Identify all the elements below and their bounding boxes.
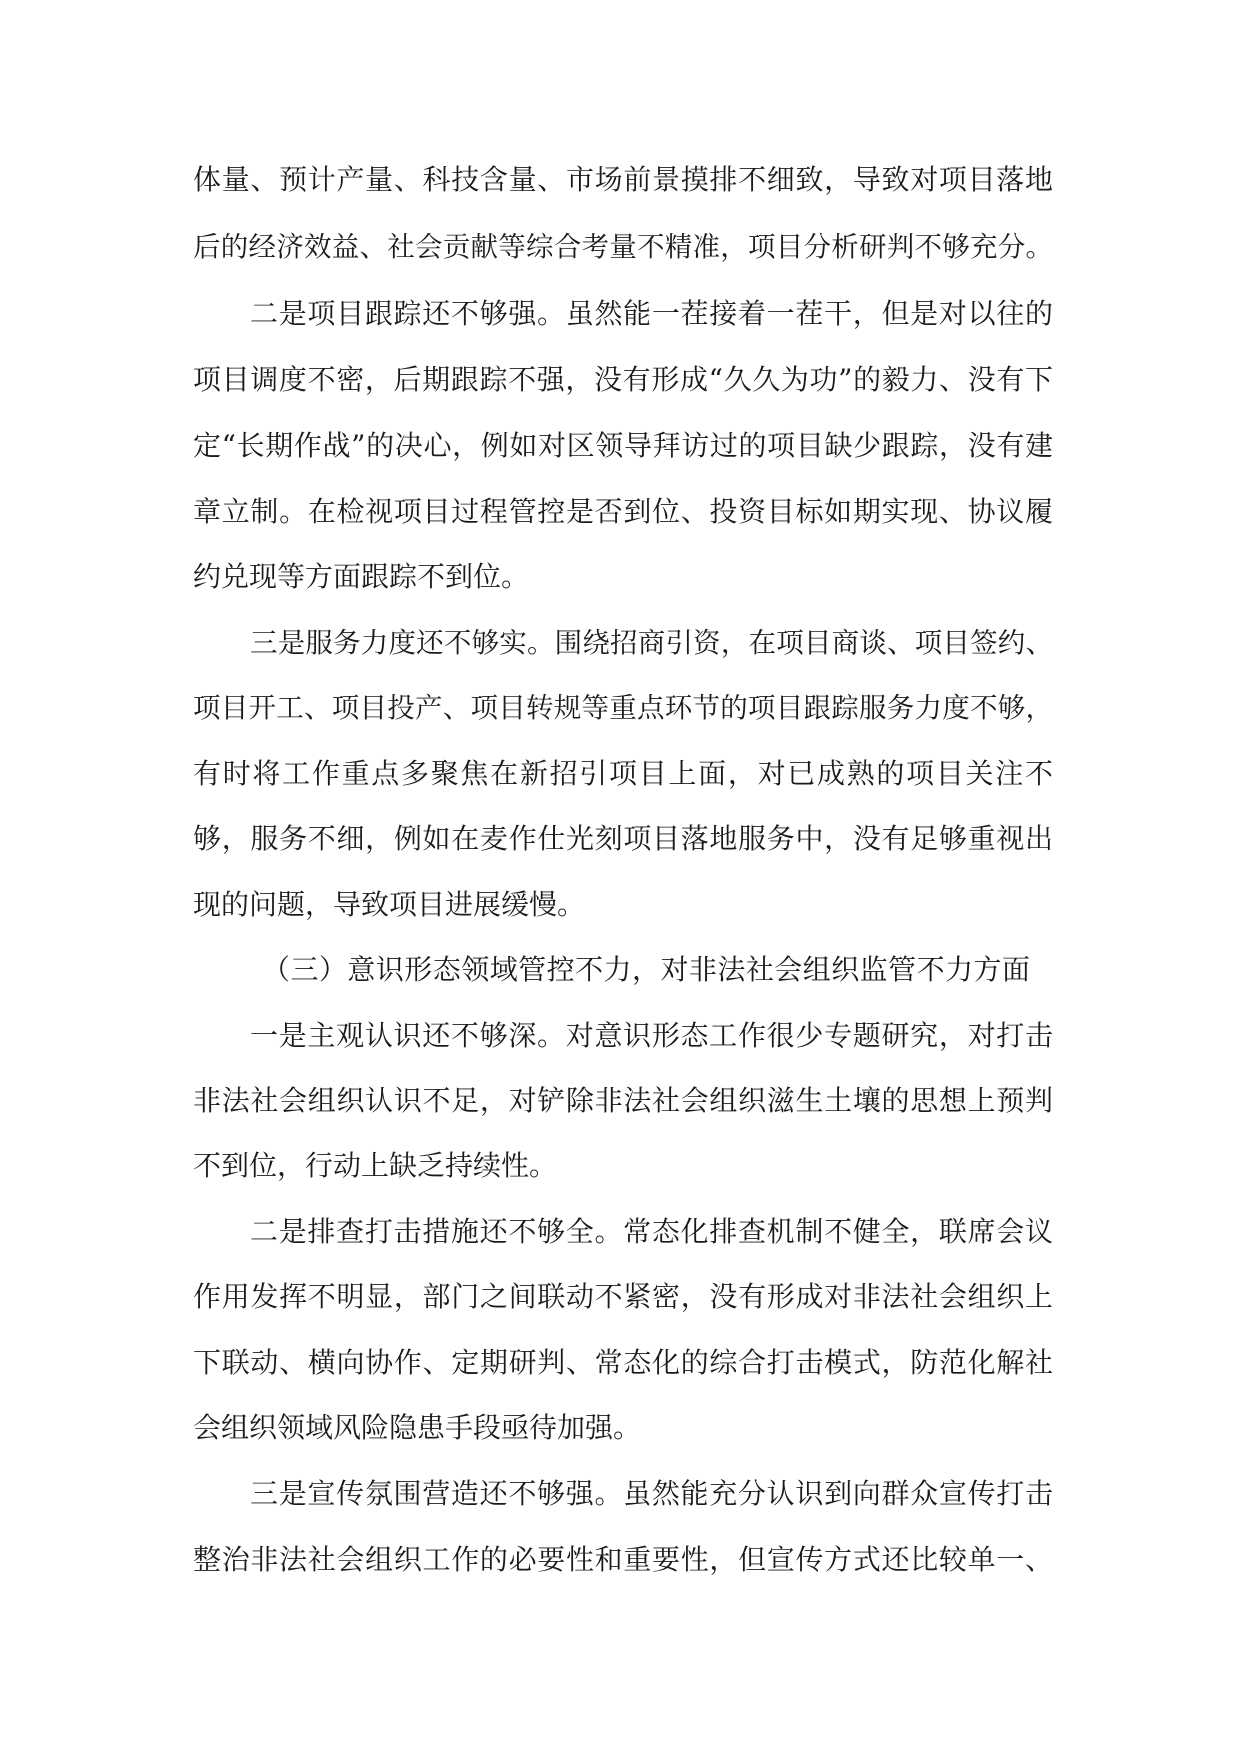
paragraph-line: 三是服务力度还不够实。围绕招商引资，在项目商谈、项目签约、 — [250, 627, 1053, 659]
paragraph-line: 够，服务不细，例如在麦作仕光刻项目落地服务中，没有足够重视出 — [193, 822, 1053, 855]
paragraph-line: 会组织领域风险隐患手段亟待加强。 — [193, 1411, 642, 1444]
paragraph-line: 作用发挥不明显，部门之间联动不紧密，没有形成对非法社会组织上 — [193, 1280, 1053, 1313]
paragraph-line: 整治非法社会组织工作的必要性和重要性，但宣传方式还比较单一、 — [193, 1543, 1053, 1576]
paragraph-line: 不到位，行动上缺乏持续性。 — [193, 1149, 558, 1182]
paragraph-line: 二是排查打击措施还不够全。常态化排查机制不健全，联席会议 — [250, 1215, 1053, 1248]
paragraph-line: 三是宣传氛围营造还不够强。虽然能充分认识到向群众宣传打击 — [250, 1477, 1053, 1510]
paragraph-line: 后的经济效益、社会贡献等综合考量不精准，项目分析研判不够充分。 — [193, 231, 1053, 263]
paragraph-line: 下联动、横向协作、定期研判、常态化的综合打击模式，防范化解社 — [193, 1346, 1053, 1379]
paragraph-line: 一是主观认识还不够深。对意识形态工作很少专题研究，对打击 — [250, 1019, 1053, 1052]
paragraph-line: 二是项目跟踪还不够强。虽然能一茬接着一茬干，但是对以往的 — [250, 297, 1053, 330]
paragraph-line: 定“长期作战”的决心，例如对区领导拜访过的项目缺少跟踪，没有建 — [193, 429, 1053, 462]
paragraph-line: 非法社会组织认识不足，对铲除非法社会组织滋生土壤的思想上预判 — [193, 1084, 1053, 1117]
paragraph-line: 体量、预计产量、科技含量、市场前景摸排不细致，导致对项目落地 — [193, 163, 1053, 196]
paragraph-line: 约兑现等方面跟踪不到位。 — [193, 560, 530, 593]
paragraph-line: 有时将工作重点多聚焦在新招引项目上面，对已成熟的项目关注不 — [193, 757, 1053, 790]
paragraph-line: 项目开工、项目投产、项目转规等重点环节的项目跟踪服务力度不够， — [193, 692, 1053, 724]
paragraph-line: 现的问题，导致项目进展缓慢。 — [193, 888, 586, 921]
paragraph-line: 章立制。在检视项目过程管控是否到位、投资目标如期实现、协议履 — [193, 495, 1053, 528]
section-heading: （三）意识形态领域管控不力，对非法社会组织监管不力方面 — [262, 953, 1030, 986]
paragraph-line: 项目调度不密，后期跟踪不强，没有形成“久久为功”的毅力、没有下 — [193, 363, 1053, 396]
